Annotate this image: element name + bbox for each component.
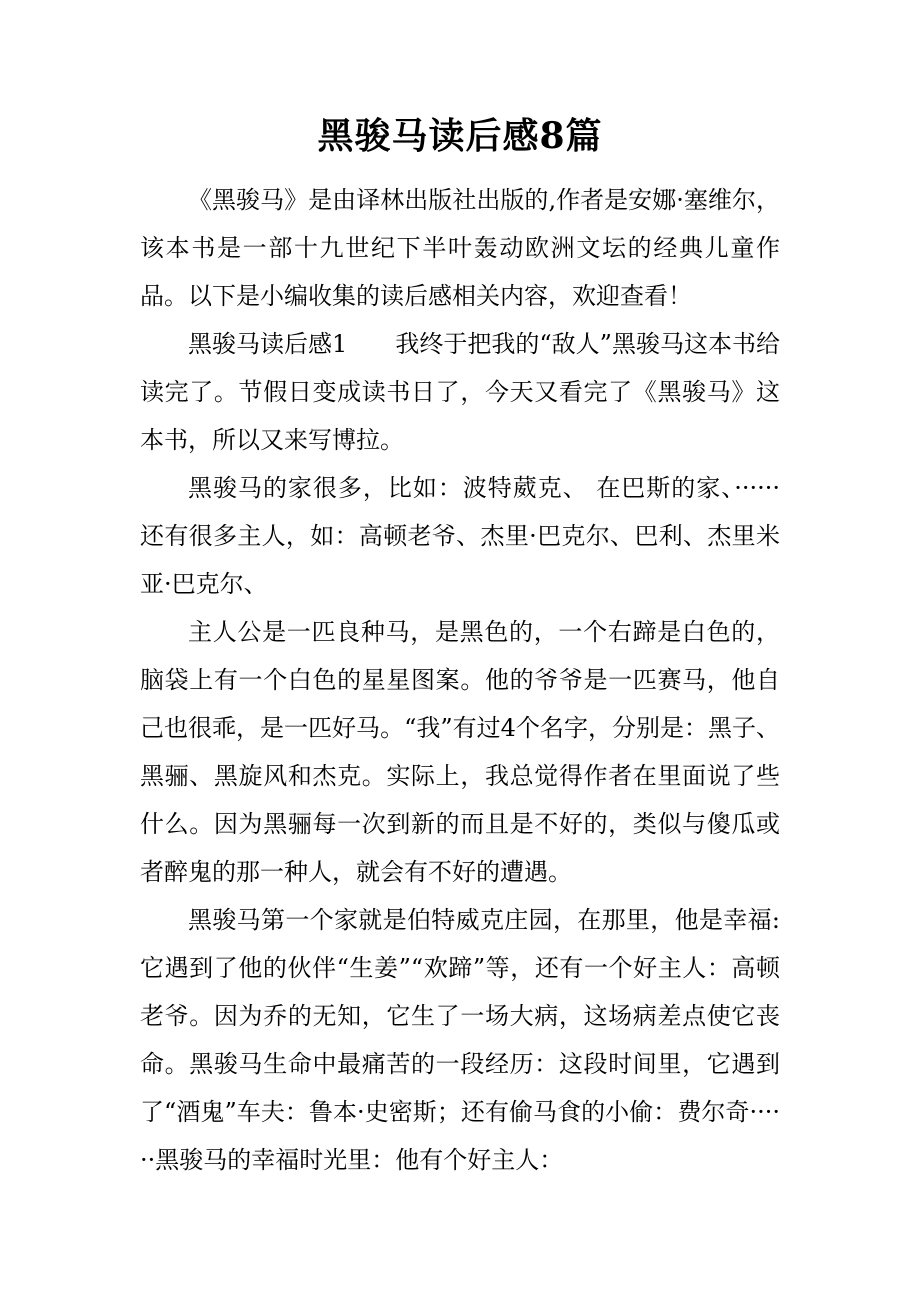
paragraph-homes: 黑骏马的家很多，比如：波特葳克、 在巴斯的家、······还有很多主人，如：高顿老爷、杰里·巴克尔、巴利、杰里米亚·巴克尔、 [140, 474, 780, 598]
document-title: 黑骏马读后感8篇 [317, 115, 603, 157]
document-body [140, 176, 780, 1184]
paragraph-review-1-start: 黑骏马读后感1 我终于把我的“敌人”黑骏马这本书给读完了。节假日变成读书日了，今天又看完了《黑骏马》这本书，所以又来写博拉。 [140, 330, 780, 454]
paragraph-intro: 《黑骏马》是由译林出版社出版的,作者是安娜·塞维尔，该本书是一部十九世纪下半叶轰动欧洲文坛的经典儿童作品。以下是小编收集的读后感相关内容，欢迎查看！ [140, 186, 780, 310]
paragraph-first-home: 黑骏马第一个家就是伯特威克庄园，在那里，他是幸福:它遇到了他的伙伴“生姜”“欢蹄”等，还有一个好主人：高顿老爷。因为乔的无知，它生了一场大病，这场病差点使它丧命。黑骏马生命中最痛苦的一段经历：这段时间里，它遇到了“酒鬼”车夫：鲁本·史密斯；还有偷马食的小偷：费尔奇······黑骏马的幸福时光里：他有个好主人： [140, 906, 780, 1174]
paragraph-protagonist: 主人公是一匹良种马，是黑色的，一个右蹄是白色的，脑袋上有一个白色的星星图案。他的爷爷是一匹赛马，他自己也很乖，是一匹好马。“我”有过4个名字，分别是：黑子、黑骊、黑旋风和杰克。实际上，我总觉得作者在里面说了些什么。因为黑骊每一次到新的而且是不好的，类似与傻瓜或者醉鬼的那一种人，就会有不好的遭遇。 [140, 618, 780, 886]
